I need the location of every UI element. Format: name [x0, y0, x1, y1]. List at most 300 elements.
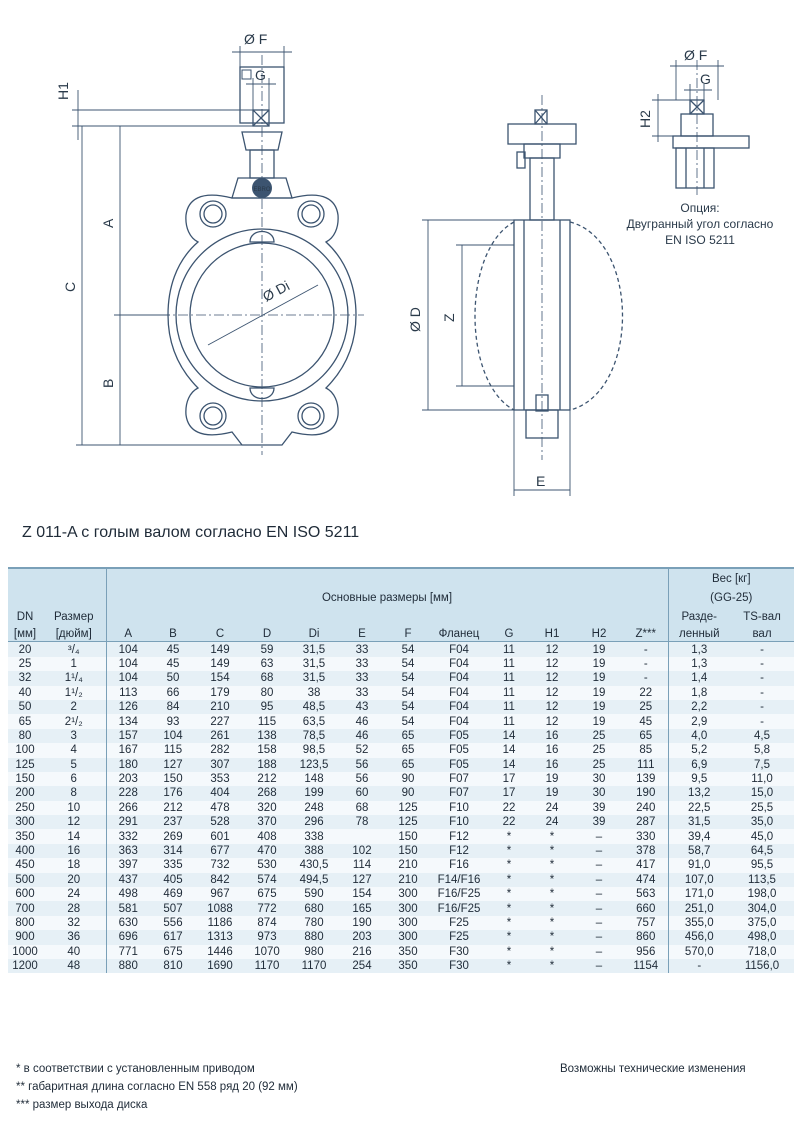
table-cell: 12	[530, 671, 574, 685]
table-cell: *	[530, 916, 574, 930]
dim-label-di: Ø Di	[259, 277, 293, 305]
table-cell: 33	[338, 671, 386, 685]
table-cell: 22	[488, 801, 530, 815]
drawing-caption: Z 011-A с голым валом согласно EN ISO 5211	[22, 524, 360, 541]
table-cell: 139	[624, 772, 668, 786]
table-cell: 430,5	[290, 858, 338, 872]
table-cell: *	[530, 887, 574, 901]
table-cell: 16	[530, 729, 574, 743]
table-cell: 95,5	[730, 858, 794, 872]
table-cell: 5,2	[668, 743, 730, 757]
table-cell: 48	[42, 959, 106, 973]
table-cell: 880	[106, 959, 150, 973]
table-cell: 2¹/₂	[42, 714, 106, 728]
table-cell: 65	[8, 714, 42, 728]
table-row	[8, 657, 794, 671]
table-cell: 22,5	[668, 801, 730, 815]
table-cell: 956	[624, 945, 668, 959]
table-cell: F05	[430, 743, 488, 757]
weight-header-1: Вес [кг]	[668, 568, 794, 589]
table-body	[8, 642, 794, 973]
table-cell: 63	[244, 657, 290, 671]
col-header-h1: H1	[530, 627, 574, 642]
header-cell	[8, 568, 42, 589]
table-cell: –	[574, 930, 624, 944]
table-cell: 474	[624, 873, 668, 887]
table-cell: 198,0	[730, 887, 794, 901]
table-cell: F30	[430, 959, 488, 973]
table-cell: 14	[488, 758, 530, 772]
table-cell: F04	[430, 671, 488, 685]
table-cell: 2,2	[668, 700, 730, 714]
table-cell: 113	[106, 686, 150, 700]
table-row	[8, 743, 794, 757]
table-cell: 25	[574, 729, 624, 743]
table-cell: 757	[624, 916, 668, 930]
table-cell: 150	[8, 772, 42, 786]
table-cell: 150	[386, 829, 430, 843]
table-cell: 973	[244, 930, 290, 944]
table-cell: 104	[150, 729, 196, 743]
table-cell: *	[530, 901, 574, 915]
table-cell: 880	[290, 930, 338, 944]
table-cell: 150	[386, 844, 430, 858]
table-cell: 210	[386, 858, 430, 872]
table-cell: 772	[244, 901, 290, 915]
table-cell: *	[488, 959, 530, 973]
table-cell: 98,5	[290, 743, 338, 757]
table-cell: 291	[106, 815, 150, 829]
table-cell: 570,0	[668, 945, 730, 959]
table-row	[8, 901, 794, 915]
table-row	[8, 945, 794, 959]
table-cell: 22	[488, 815, 530, 829]
table-cell: 95	[244, 700, 290, 714]
table-cell: 111	[624, 758, 668, 772]
table-cell: -	[624, 657, 668, 671]
table-cell: 20	[8, 642, 42, 657]
dim-label-g-option: G	[700, 71, 711, 87]
col-header-b: B	[150, 627, 196, 642]
table-cell: 860	[624, 930, 668, 944]
table-cell: 617	[150, 930, 196, 944]
table-cell: *	[488, 916, 530, 930]
table-cell: 1088	[196, 901, 244, 915]
option-note-line1: Опция:	[680, 201, 720, 215]
table-cell: 1,8	[668, 686, 730, 700]
table-cell: 25	[624, 700, 668, 714]
table-cell: -	[730, 714, 794, 728]
table-cell: 261	[196, 729, 244, 743]
table-cell: *	[488, 858, 530, 872]
table-cell: 19	[574, 700, 624, 714]
table-cell: 677	[196, 844, 244, 858]
table-cell: 200	[8, 786, 42, 800]
table-cell: 967	[196, 887, 244, 901]
table-cell: 210	[196, 700, 244, 714]
table-cell: F12	[430, 844, 488, 858]
table-cell: 530	[244, 858, 290, 872]
col-size-label: Размер	[42, 608, 106, 627]
table-row	[8, 887, 794, 901]
table-cell: 1313	[196, 930, 244, 944]
table-cell: 1154	[624, 959, 668, 973]
table-cell: 9,5	[668, 772, 730, 786]
table-row	[8, 858, 794, 872]
table-row	[8, 815, 794, 829]
table-cell: 19	[574, 671, 624, 685]
table-cell: 190	[338, 916, 386, 930]
table-row	[8, 930, 794, 944]
table-cell	[338, 829, 386, 843]
table-cell: 1690	[196, 959, 244, 973]
table-cell: -	[624, 642, 668, 657]
table-cell: *	[530, 945, 574, 959]
header-cell	[42, 589, 106, 608]
table-cell: 842	[196, 873, 244, 887]
table-cell: 107,0	[668, 873, 730, 887]
table-cell: 250	[8, 801, 42, 815]
table-cell: 404	[196, 786, 244, 800]
dim-label-d: Ø D	[407, 307, 423, 332]
table-cell: 296	[290, 815, 338, 829]
table-cell: 127	[338, 873, 386, 887]
table-cell: 300	[386, 887, 430, 901]
table-row	[8, 700, 794, 714]
table-cell: 154	[196, 671, 244, 685]
table-cell: 2,9	[668, 714, 730, 728]
table-cell: 397	[106, 858, 150, 872]
table-cell: 5	[42, 758, 106, 772]
table-cell: 39	[574, 815, 624, 829]
table-cell: 417	[624, 858, 668, 872]
table-cell: 350	[386, 945, 430, 959]
table-cell: 43	[338, 700, 386, 714]
table-row	[8, 686, 794, 700]
table-cell: 330	[624, 829, 668, 843]
table-cell: 498,0	[730, 930, 794, 944]
table-cell: 718,0	[730, 945, 794, 959]
table-cell: 601	[196, 829, 244, 843]
table-cell: *	[488, 930, 530, 944]
table-cell: 31,5	[290, 642, 338, 657]
table-cell: 1,4	[668, 671, 730, 685]
side-view	[475, 95, 623, 460]
dimensions-table	[8, 567, 794, 973]
table-cell: 176	[150, 786, 196, 800]
table-cell: 1¹/₄	[42, 671, 106, 685]
table-cell: 528	[196, 815, 244, 829]
table-cell: 1,3	[668, 657, 730, 671]
col-header-z: Z***	[624, 627, 668, 642]
table-cell: 590	[290, 887, 338, 901]
table-cell: 46	[338, 714, 386, 728]
table-cell: 30	[574, 786, 624, 800]
table-cell: 210	[386, 873, 430, 887]
table-cell: 8	[42, 786, 106, 800]
table-cell: 12	[530, 714, 574, 728]
table-cell: 771	[106, 945, 150, 959]
table-cell: 54	[386, 671, 430, 685]
table-cell: 1¹/₂	[42, 686, 106, 700]
table-cell: 378	[624, 844, 668, 858]
dim-label-z: Z	[441, 313, 457, 322]
table-cell: 732	[196, 858, 244, 872]
table-cell: F16/F25	[430, 901, 488, 915]
table-cell: 498	[106, 887, 150, 901]
header-cell	[8, 589, 42, 608]
table-cell: 320	[244, 801, 290, 815]
table-cell: 5,8	[730, 743, 794, 757]
table-cell: 900	[8, 930, 42, 944]
table-cell: 332	[106, 829, 150, 843]
table-cell: 63,5	[290, 714, 338, 728]
table-cell: *	[530, 844, 574, 858]
table-cell: -	[668, 959, 730, 973]
table-cell: 19	[574, 642, 624, 657]
col-header-h2: H2	[574, 627, 624, 642]
table-cell: F04	[430, 714, 488, 728]
table-cell: 574	[244, 873, 290, 887]
table-cell: 405	[150, 873, 196, 887]
table-cell: -	[624, 671, 668, 685]
col-header-f: F	[386, 627, 430, 642]
option-note-line2: Двугранный угол согласно	[626, 217, 774, 231]
table-cell: 314	[150, 844, 196, 858]
table-row	[8, 671, 794, 685]
table-cell: 478	[196, 801, 244, 815]
table-cell: 126	[106, 700, 150, 714]
table-cell: 19	[574, 686, 624, 700]
table-cell: 54	[386, 657, 430, 671]
dim-label-g: G	[255, 67, 266, 83]
table-row	[8, 772, 794, 786]
table-cell: 123,5	[290, 758, 338, 772]
table-row	[8, 801, 794, 815]
table-cell: 54	[386, 642, 430, 657]
table-cell: 104	[106, 657, 150, 671]
table-cell: *	[530, 858, 574, 872]
table-cell: 13,2	[668, 786, 730, 800]
table-cell: 18	[42, 858, 106, 872]
table-cell: *	[488, 945, 530, 959]
table-cell: 212	[244, 772, 290, 786]
col-header-a: A	[106, 627, 150, 642]
weight-header-3a: Разде-	[668, 608, 730, 627]
table-cell: 48,5	[290, 700, 338, 714]
table-cell: 203	[106, 772, 150, 786]
table-cell: 1186	[196, 916, 244, 930]
table-cell: 90	[386, 786, 430, 800]
col-dn-label: DN	[8, 608, 42, 627]
table-cell: *	[488, 887, 530, 901]
table-row	[8, 642, 794, 657]
table-cell: 22	[624, 686, 668, 700]
table-cell: 114	[338, 858, 386, 872]
table-cell: 254	[338, 959, 386, 973]
table-cell: 11,0	[730, 772, 794, 786]
table-cell: 17	[488, 786, 530, 800]
table-cell: 350	[8, 829, 42, 843]
table-cell: –	[574, 873, 624, 887]
table-cell: 59	[244, 642, 290, 657]
table-cell: 31,5	[290, 657, 338, 671]
table-cell: 78,5	[290, 729, 338, 743]
dim-label-b: B	[100, 378, 116, 388]
table-cell: 228	[106, 786, 150, 800]
table-cell: 700	[8, 901, 42, 915]
table-cell: 125	[8, 758, 42, 772]
table-cell: F12	[430, 829, 488, 843]
table-cell: 400	[8, 844, 42, 858]
table-cell: 28	[42, 901, 106, 915]
front-view	[160, 55, 364, 455]
table-cell: 65	[386, 758, 430, 772]
table-cell: 171,0	[668, 887, 730, 901]
option-note-line3: EN ISO 5211	[665, 233, 735, 247]
table-cell: 24	[530, 815, 574, 829]
table-cell: 36	[42, 930, 106, 944]
table-cell: 154	[338, 887, 386, 901]
table-cell: 469	[150, 887, 196, 901]
table-cell: 58,7	[668, 844, 730, 858]
table-cell: 127	[150, 758, 196, 772]
table-cell: 158	[244, 743, 290, 757]
table-cell: 216	[338, 945, 386, 959]
table-cell: 240	[624, 801, 668, 815]
table-cell: 2	[42, 700, 106, 714]
table-cell: 12	[530, 657, 574, 671]
table-cell: 150	[150, 772, 196, 786]
table-cell: 54	[386, 686, 430, 700]
table-cell: 100	[8, 743, 42, 757]
weight-header-3b: TS-вал	[730, 608, 794, 627]
col-header-d: D	[244, 627, 290, 642]
table-cell: F07	[430, 786, 488, 800]
table-cell: 33	[338, 657, 386, 671]
table-cell: 3	[42, 729, 106, 743]
table-cell: 269	[150, 829, 196, 843]
table-cell: *	[530, 829, 574, 843]
table-cell: 660	[624, 901, 668, 915]
table-cell: 188	[244, 758, 290, 772]
table-cell: 64,5	[730, 844, 794, 858]
table-cell: 675	[150, 945, 196, 959]
table-cell: 14	[42, 829, 106, 843]
col-dn-unit: [мм]	[8, 627, 42, 642]
table-cell: 675	[244, 887, 290, 901]
table-cell: 10	[42, 801, 106, 815]
table-cell: 56	[338, 758, 386, 772]
table-cell: 134	[106, 714, 150, 728]
table-cell: 148	[290, 772, 338, 786]
table-cell: 6	[42, 772, 106, 786]
table-cell: 11	[488, 700, 530, 714]
table-cell: 149	[196, 657, 244, 671]
table-cell: –	[574, 829, 624, 843]
table-cell: 11	[488, 671, 530, 685]
table-cell: 104	[106, 671, 150, 685]
table-cell: 45	[150, 642, 196, 657]
table-cell: 14	[488, 729, 530, 743]
table-cell: 800	[8, 916, 42, 930]
table-cell: 38	[290, 686, 338, 700]
table-cell: 227	[196, 714, 244, 728]
table-cell: 248	[290, 801, 338, 815]
table-cell: F14/F16	[430, 873, 488, 887]
footnote-1: * в соответствии с установленным приводом	[16, 1063, 255, 1075]
table-cell: F16	[430, 858, 488, 872]
table-cell: 335	[150, 858, 196, 872]
table-cell: 80	[244, 686, 290, 700]
col-size-unit: [дюйм]	[42, 627, 106, 642]
table-cell: F04	[430, 657, 488, 671]
table-row	[8, 844, 794, 858]
table-cell: F10	[430, 815, 488, 829]
table-cell: 115	[244, 714, 290, 728]
table-cell: 19	[574, 657, 624, 671]
table-cell: 104	[106, 642, 150, 657]
table-cell: 40	[42, 945, 106, 959]
table-cell: *	[530, 873, 574, 887]
table-cell: 12	[530, 700, 574, 714]
table-cell: 54	[386, 700, 430, 714]
table-cell: 45	[150, 657, 196, 671]
table-cell: 300	[386, 901, 430, 915]
table-row	[8, 829, 794, 843]
table-cell: 115	[150, 743, 196, 757]
table-cell: 65	[386, 729, 430, 743]
table-cell: –	[574, 858, 624, 872]
table-row	[8, 758, 794, 772]
table-cell: 31,5	[290, 671, 338, 685]
table-cell: 35,0	[730, 815, 794, 829]
table-cell: 408	[244, 829, 290, 843]
table-cell: 25	[574, 743, 624, 757]
table-cell: 630	[106, 916, 150, 930]
table-cell: 304,0	[730, 901, 794, 915]
col-header-flange: Фланец	[430, 627, 488, 642]
table-cell: 4,0	[668, 729, 730, 743]
table-cell: F04	[430, 700, 488, 714]
table-cell: 266	[106, 801, 150, 815]
table-cell: 353	[196, 772, 244, 786]
table-cell: 60	[338, 786, 386, 800]
table-cell: 45	[624, 714, 668, 728]
table-cell: 268	[244, 786, 290, 800]
table-row	[8, 959, 794, 973]
dim-label-e: E	[536, 473, 546, 489]
weight-header-5: вал	[730, 627, 794, 642]
table-cell: 287	[624, 815, 668, 829]
table-cell: F05	[430, 758, 488, 772]
table-cell: 39,4	[668, 829, 730, 843]
table-cell: 167	[106, 743, 150, 757]
table-cell: 11	[488, 686, 530, 700]
table-cell: 17	[488, 772, 530, 786]
table-cell: 30	[574, 772, 624, 786]
table-cell: 12	[42, 815, 106, 829]
table-cell: F04	[430, 686, 488, 700]
col-header-di: Di	[290, 627, 338, 642]
header-cell	[42, 568, 106, 589]
table-cell: 93	[150, 714, 196, 728]
table-cell: 25	[8, 657, 42, 671]
table-cell: *	[488, 901, 530, 915]
table-cell: 363	[106, 844, 150, 858]
table-cell: 66	[150, 686, 196, 700]
table-cell: –	[574, 916, 624, 930]
